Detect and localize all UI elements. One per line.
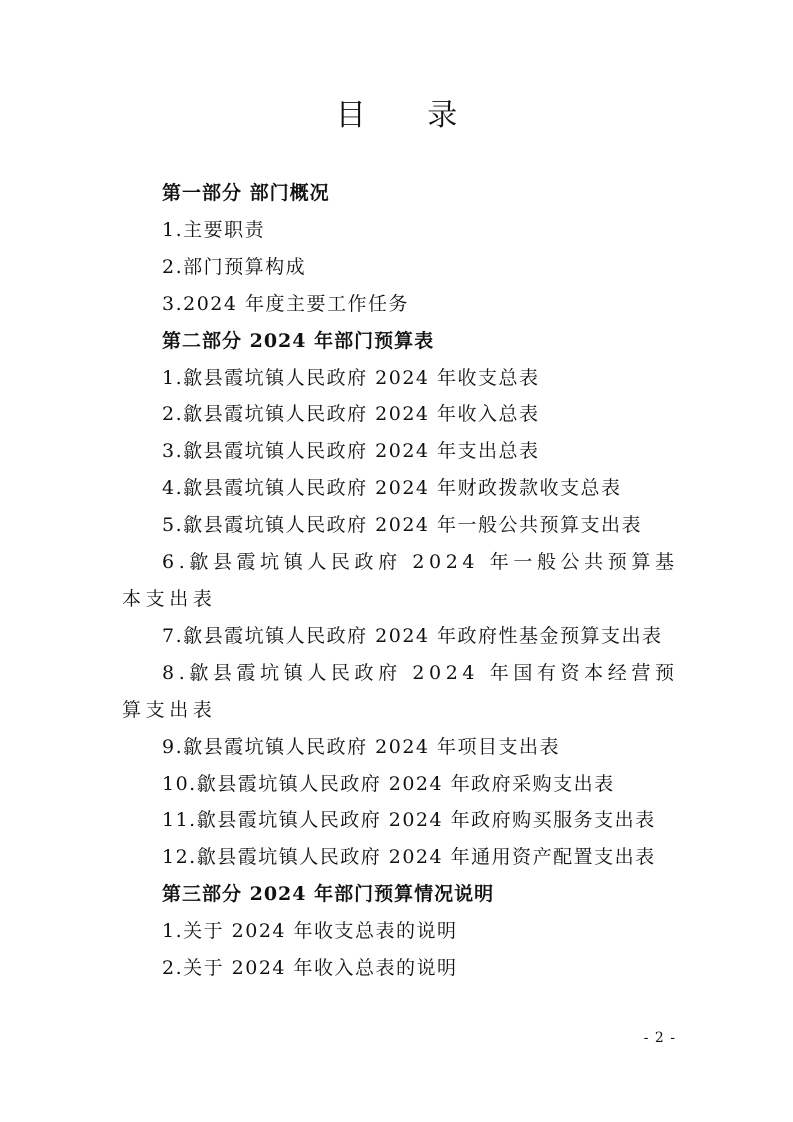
toc-entry: 10.歙县霞坑镇人民政府 2024 年政府采购支出表 [162,772,615,795]
toc-entry: 4.歙县霞坑镇人民政府 2024 年财政拨款收支总表 [162,477,622,500]
toc-entry: 2.关于 2024 年收入总表的说明 [162,957,458,980]
toc-entry: 1.主要职责 [162,218,266,241]
toc-entry: 5.歙县霞坑镇人民政府 2024 年一般公共预算支出表 [162,514,643,537]
toc-entry: 2.歙县霞坑镇人民政府 2024 年收入总表 [162,403,540,426]
toc-section-heading: 第一部分 部门概况 [162,182,330,204]
toc-entry: 3.2024 年度主要工作任务 [162,292,410,315]
toc-entry: 3.歙县霞坑镇人民政府 2024 年支出总表 [162,440,540,463]
toc-section-heading: 第三部分 2024 年部门预算情况说明 [162,883,495,906]
toc-entry: 6.歙县霞坑镇人民政府 2024 年一般公共预算基本支出表 [122,551,679,610]
toc-entry: 7.歙县霞坑镇人民政府 2024 年政府性基金预算支出表 [162,624,663,647]
toc-entry: 9.歙县霞坑镇人民政府 2024 年项目支出表 [162,735,561,758]
toc-entry: 8.歙县霞坑镇人民政府 2024 年国有资本经营预算支出表 [122,661,679,721]
toc-entry: 11.歙县霞坑镇人民政府 2024 年政府购买服务支出表 [162,809,656,832]
toc-entry: 1.歙县霞坑镇人民政府 2024 年收支总表 [162,366,540,389]
page-number: - 2 - [643,1030,676,1046]
toc-entry: 1.关于 2024 年收支总表的说明 [162,920,458,943]
page-title: 目 录 [335,98,484,133]
toc-entry: 12.歙县霞坑镇人民政府 2024 年通用资产配置支出表 [162,846,656,869]
toc-entry: 2.部门预算构成 [162,255,307,278]
toc-section-heading: 第二部分 2024 年部门预算表 [162,329,435,352]
table-of-contents [122,175,682,987]
